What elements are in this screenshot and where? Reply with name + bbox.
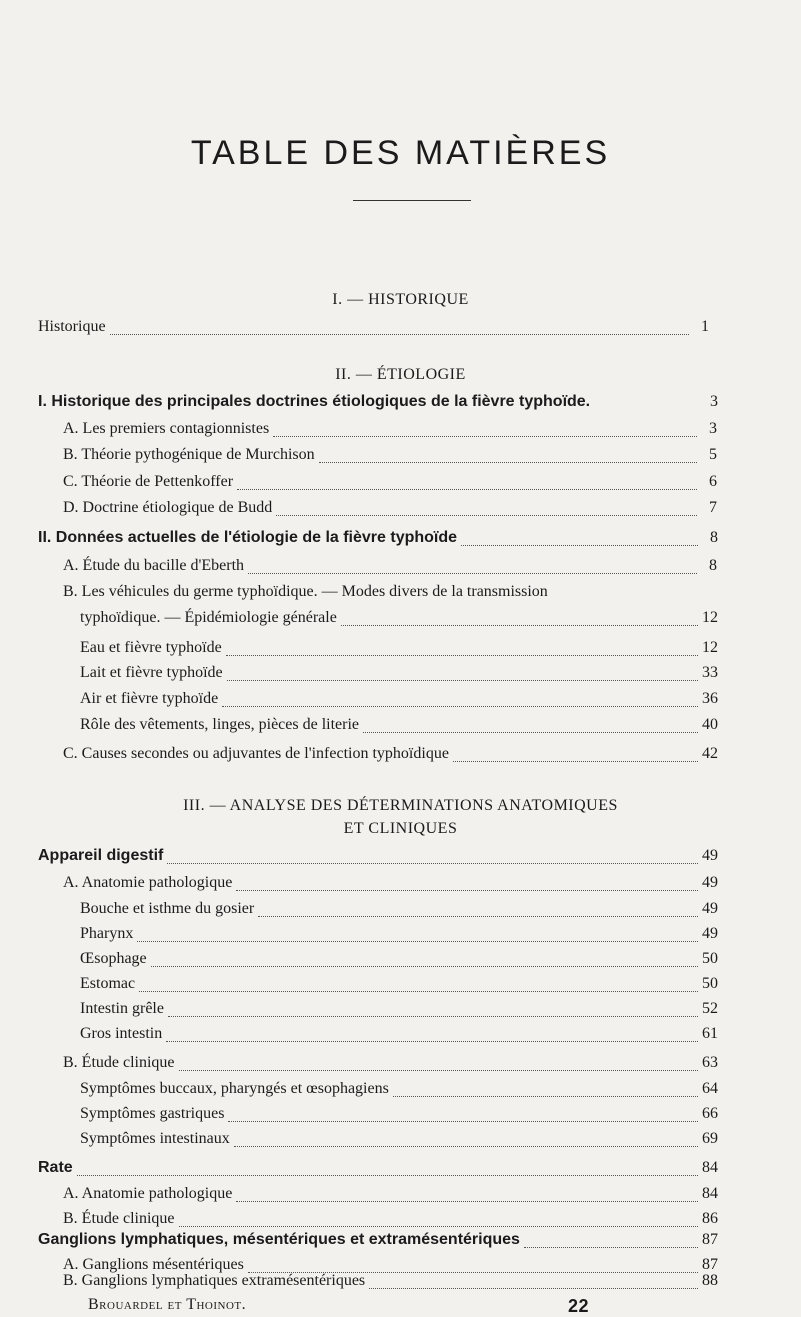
toc-entry-page: 88 xyxy=(702,1272,718,1289)
toc-entry xyxy=(63,1272,718,1294)
toc-entry-label: A. Les premiers contagionnistes xyxy=(63,420,270,437)
toc-entry-label: Symptômes buccaux, pharyngés et œsophagiens xyxy=(80,1080,389,1097)
leader-dots xyxy=(248,572,697,574)
toc-entry xyxy=(80,975,718,997)
toc-entry xyxy=(38,393,718,415)
section-heading-analyse-line2: ET CLINIQUES xyxy=(343,820,458,837)
leader-dots xyxy=(453,760,698,762)
section-heading-etiologie: II. — ÉTIOLOGIE xyxy=(335,366,466,383)
toc-entry-label: B. Étude clinique xyxy=(63,1210,175,1227)
toc-entry xyxy=(63,1185,718,1207)
toc-entry-page: 50 xyxy=(702,950,718,967)
toc-entry xyxy=(38,1159,718,1181)
leader-dots xyxy=(179,1069,698,1071)
leader-dots xyxy=(168,1015,698,1017)
toc-entry xyxy=(80,639,718,661)
toc-entry-page: 5 xyxy=(709,446,717,463)
leader-dots xyxy=(166,1040,698,1042)
toc-entry-page: 12 xyxy=(702,609,718,626)
leader-dots xyxy=(227,679,698,681)
toc-entry-label: Estomac xyxy=(80,975,136,992)
toc-entry-page: 49 xyxy=(702,900,718,917)
toc-entry xyxy=(63,499,717,521)
leader-dots xyxy=(369,1287,698,1289)
toc-entry xyxy=(80,1105,718,1127)
toc-entry xyxy=(80,690,718,712)
leader-dots xyxy=(179,1225,698,1227)
toc-entry xyxy=(38,1231,718,1253)
toc-entry-label: Air et fièvre typhoïde xyxy=(80,690,219,707)
toc-entry-label: Ganglions lymphatiques, mésentériques et extramésentériques xyxy=(38,1231,520,1248)
leader-dots xyxy=(234,1145,698,1147)
toc-entry-label: B. Théorie pythogénique de Murchison xyxy=(63,446,315,463)
toc-entry-page: 50 xyxy=(702,975,718,992)
toc-entry-page: 52 xyxy=(702,1000,718,1017)
toc-entry xyxy=(80,1130,718,1152)
page-title: TABLE DES MATIÈRES xyxy=(190,134,611,172)
toc-entry xyxy=(80,950,718,972)
toc-entry-label: D. Doctrine étiologique de Budd xyxy=(63,499,273,516)
footer-signature: Brouardel et Thoinot. xyxy=(88,1296,247,1313)
toc-entry-page: 84 xyxy=(702,1185,718,1202)
toc-entry-label: B. Étude clinique xyxy=(63,1054,175,1071)
leader-dots xyxy=(273,435,697,437)
toc-entry xyxy=(80,1080,718,1102)
toc-entry-page: 49 xyxy=(702,847,718,864)
toc-entry-page: 87 xyxy=(702,1231,718,1248)
toc-entry xyxy=(38,847,718,869)
toc-entry-label: A. Étude du bacille d'Eberth xyxy=(63,557,245,574)
toc-entry-page: 3 xyxy=(710,393,718,410)
toc-entry-page: 6 xyxy=(709,473,717,490)
leader-dots xyxy=(236,889,698,891)
toc-entry-label: A. Anatomie pathologique xyxy=(63,1185,233,1202)
leader-dots xyxy=(461,544,698,546)
leader-dots xyxy=(222,705,698,707)
toc-entry-page: 63 xyxy=(702,1054,718,1071)
toc-entry xyxy=(80,1025,718,1047)
toc-entry-label: Œsophage xyxy=(80,950,147,967)
leader-dots xyxy=(167,862,698,864)
toc-entry-page: 12 xyxy=(702,639,718,656)
leader-dots xyxy=(237,488,697,490)
leader-dots xyxy=(258,915,698,917)
toc-entry xyxy=(80,925,718,947)
toc-entry-page: 8 xyxy=(710,529,718,546)
leader-dots xyxy=(341,624,698,626)
toc-entry xyxy=(38,318,709,340)
toc-entry xyxy=(63,420,717,442)
toc-entry-page: 3 xyxy=(709,420,717,437)
toc-entry-page: 61 xyxy=(702,1025,718,1042)
toc-entry xyxy=(80,609,718,631)
toc-entry-label: Gros intestin xyxy=(80,1025,163,1042)
toc-entry xyxy=(80,1000,718,1022)
toc-entry xyxy=(63,557,717,579)
toc-entry-page: 49 xyxy=(702,925,718,942)
toc-entry-page: 66 xyxy=(702,1105,718,1122)
toc-entry-label: Eau et fièvre typhoïde xyxy=(80,639,222,656)
leader-dots xyxy=(137,940,698,942)
toc-entry-label: Symptômes gastriques xyxy=(80,1105,225,1122)
toc-entry-label: Rôle des vêtements, linges, pièces de literie xyxy=(80,716,360,733)
leader-dots xyxy=(276,514,697,516)
toc-entry-label: Bouche et isthme du gosier xyxy=(80,900,255,917)
toc-entry-label: II. Données actuelles de l'étiologie de la fièvre typhoïde xyxy=(38,529,458,546)
toc-entry-label: Historique xyxy=(38,318,106,335)
toc-entry xyxy=(38,529,718,551)
footer-sheet-number: 22 xyxy=(568,1296,590,1316)
toc-entry-label: C. Théorie de Pettenkoffer xyxy=(63,473,234,490)
toc-entry-label: Lait et fièvre typhoïde xyxy=(80,664,223,681)
toc-entry-page: 36 xyxy=(702,690,718,707)
toc-entry xyxy=(80,716,718,738)
toc-entry-label: Intestin grêle xyxy=(80,1000,164,1017)
leader-dots xyxy=(110,333,689,335)
toc-entry-page: 8 xyxy=(709,557,717,574)
toc-entry-page: 87 xyxy=(702,1256,718,1273)
toc-entry-label: Rate xyxy=(38,1159,73,1176)
toc-entry-page: 49 xyxy=(702,874,718,891)
toc-entry-page: 84 xyxy=(702,1159,718,1176)
section-heading-historique: I. — HISTORIQUE xyxy=(332,291,469,308)
toc-entry-page: 69 xyxy=(702,1130,718,1147)
toc-entry-page: 33 xyxy=(702,664,718,681)
toc-entry xyxy=(63,874,718,896)
toc-entry-label: Symptômes intestinaux xyxy=(80,1130,230,1147)
toc-entry-label: I. Historique des principales doctrines étiologiques de la fièvre typhoïde. xyxy=(38,393,591,410)
leader-dots xyxy=(228,1120,698,1122)
toc-entry xyxy=(63,745,718,767)
toc-entry xyxy=(80,900,718,922)
toc-entry-page: 42 xyxy=(702,745,718,762)
toc-entry-label: B. Les véhicules du germe typhoïdique. — Modes divers de la transmission xyxy=(63,583,548,600)
title-rule xyxy=(353,200,471,201)
toc-entry-page: 86 xyxy=(702,1210,718,1227)
leader-dots xyxy=(363,731,698,733)
toc-entry xyxy=(63,1210,718,1232)
section-heading-analyse: III. — ANALYSE DES DÉTERMINATIONS ANATOMIQUES xyxy=(183,797,618,814)
toc-entry xyxy=(63,473,717,495)
leader-dots xyxy=(226,654,698,656)
leader-dots xyxy=(319,461,697,463)
toc-entry-page: 40 xyxy=(702,716,718,733)
leader-dots xyxy=(236,1200,698,1202)
toc-entry xyxy=(63,446,717,468)
leader-dots xyxy=(77,1174,698,1176)
toc-entry-label: C. Causes secondes ou adjuvantes de l'infection typhoïdique xyxy=(63,745,449,762)
toc-entry-page: 1 xyxy=(701,318,709,335)
toc-entry-label: A. Anatomie pathologique xyxy=(63,874,233,891)
leader-dots xyxy=(139,990,698,992)
toc-entry-label: typhoïdique. — Épidémiologie générale xyxy=(80,609,337,626)
leader-dots xyxy=(524,1246,698,1248)
leader-dots xyxy=(151,965,698,967)
toc-entry xyxy=(63,1054,718,1076)
toc-entry-label: Pharynx xyxy=(80,925,134,942)
toc-entry-label: Appareil digestif xyxy=(38,847,164,864)
toc-entry-page: 7 xyxy=(709,499,717,516)
toc-entry-label: A. Ganglions mésentériques xyxy=(63,1256,244,1273)
toc-entry xyxy=(80,664,718,686)
toc-entry-page: 64 xyxy=(702,1080,718,1097)
leader-dots xyxy=(393,1095,698,1097)
toc-entry-label: B. Ganglions lymphatiques extramésentériques xyxy=(63,1272,366,1289)
